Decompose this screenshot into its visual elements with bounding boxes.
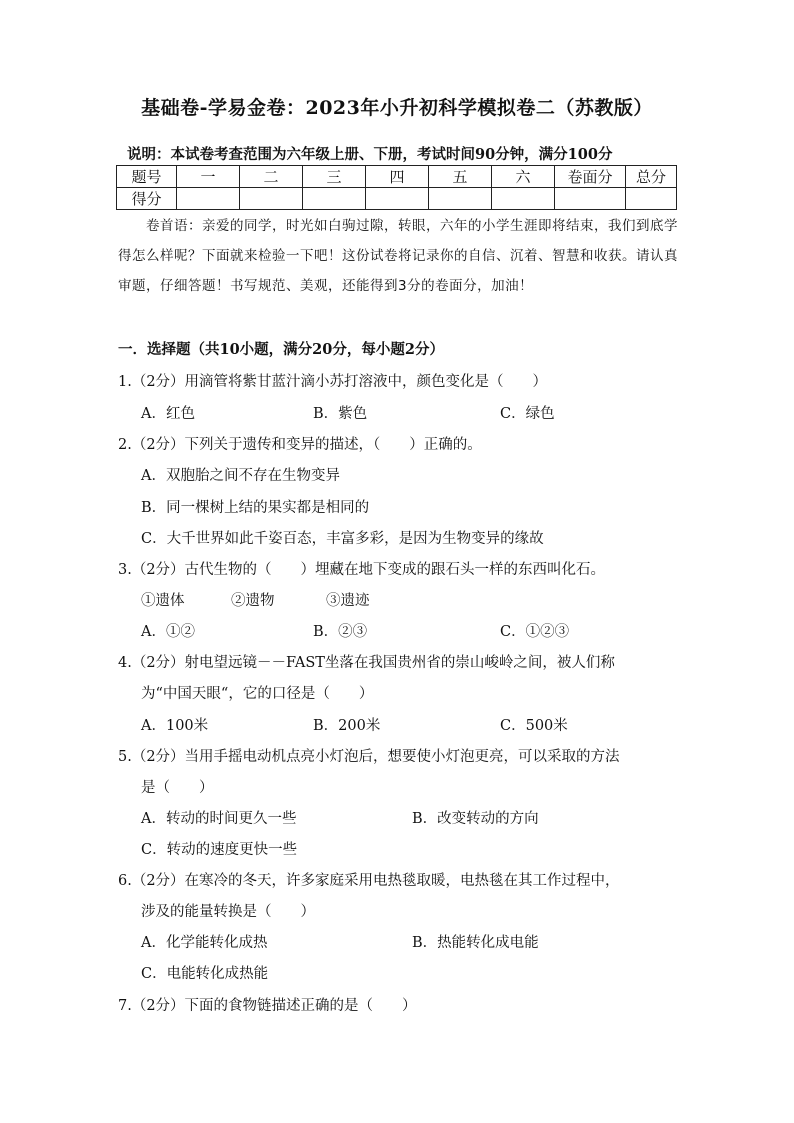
question-7-stem: 7.（2分）下面的食物链描述正确的是（ ）	[118, 998, 417, 1014]
score-table	[116, 165, 677, 210]
question-1-option-a: A．红色	[141, 406, 195, 422]
question-2-option-a: A．双胞胎之间不存在生物变异	[141, 468, 340, 484]
score-cell-part-2: 二	[240, 166, 303, 188]
score-cell-neatness: 卷面分	[555, 166, 626, 188]
question-5-option-a: A．转动的时间更久一些	[141, 811, 297, 827]
score-blank	[366, 188, 429, 210]
score-cell-part-6: 六	[492, 166, 555, 188]
score-cell-part-5: 五	[429, 166, 492, 188]
score-cell-part-3: 三	[303, 166, 366, 188]
score-cell-label: 题号	[117, 166, 177, 188]
question-4-option-b: B．200米	[313, 718, 381, 734]
question-4-stem-continued: 为“中国天眼“，它的口径是（ ）	[141, 686, 374, 702]
exam-preface: 卷首语：亲爱的同学，时光如白驹过隙，转眼，六年的小学生涯即将结束，我们到底学得怎么样呢？下面就来检验一下吧！这份试卷将记录你的自信、沉着、智慧和收获。请认真审题，仔细答题！书写规范、美观，还能得到3分的卷面分，加油！	[118, 218, 678, 294]
question-3-item-3: ③遗迹	[326, 593, 370, 609]
question-6-option-a: A．化学能转化成热	[141, 935, 268, 951]
score-blank	[177, 188, 240, 210]
score-blank	[555, 188, 626, 210]
question-5-option-b: B．改变转动的方向	[412, 811, 539, 827]
question-3-option-a: A．①②	[141, 624, 195, 640]
question-4-option-a: A．100米	[141, 718, 209, 734]
question-6-option-c: C．电能转化成热能	[141, 966, 269, 982]
score-blank	[429, 188, 492, 210]
question-5-stem: 5.（2分）当用手摇电动机点亮小灯泡后，想要使小灯泡更亮，可以采取的方法	[118, 749, 620, 765]
question-2-option-b: B．同一棵树上结的果实都是相同的	[141, 500, 370, 516]
question-2-stem: 2.（2分）下列关于遗传和变异的描述，（ ）正确的。	[118, 437, 482, 453]
question-5-option-c: C．转动的速度更快一些	[141, 842, 298, 858]
score-blank	[240, 188, 303, 210]
question-1-stem: 1.（2分）用滴管将紫甘蓝汁滴小苏打溶液中，颜色变化是（ ）	[118, 374, 548, 390]
score-table-score-row	[117, 188, 677, 210]
question-1-option-c: C．绿色	[500, 406, 555, 422]
question-6-stem-continued: 涉及的能量转换是（ ）	[141, 904, 315, 920]
question-3-item-1: ①遗体	[141, 593, 185, 609]
question-4-option-c: C．500米	[500, 718, 568, 734]
score-cell-total: 总分	[626, 166, 677, 188]
score-cell-part-4: 四	[366, 166, 429, 188]
score-blank	[303, 188, 366, 210]
score-row-label: 得分	[117, 188, 177, 210]
question-3-item-2: ②遗物	[231, 593, 275, 609]
question-5-stem-continued: 是（ ）	[141, 780, 214, 796]
exam-note: 说明：本试卷考查范围为六年级上册、下册，考试时间90分钟，满分100分	[127, 146, 613, 163]
question-2-option-c: C．大千世界如此千姿百态，丰富多彩，是因为生物变异的缘故	[141, 531, 544, 547]
score-table-header-row	[117, 166, 677, 188]
question-6-stem: 6.（2分）在寒冷的冬天，许多家庭采用电热毯取暖，电热毯在其工作过程中，	[118, 873, 620, 889]
question-6-option-b: B．热能转化成电能	[412, 935, 539, 951]
exam-title: 基础卷-学易金卷：2023年小升初科学模拟卷二（苏教版）	[141, 97, 653, 119]
question-3-option-c: C．①②③	[500, 624, 570, 640]
question-3-stem: 3.（2分）古代生物的（ ）埋藏在地下变成的跟石头一样的东西叫化石。	[118, 562, 606, 578]
question-4-stem: 4.（2分）射电望远镜－－FAST坐落在我国贵州省的崇山峻岭之间，被人们称	[118, 655, 615, 671]
question-3-option-b: B．②③	[313, 624, 368, 640]
score-blank	[626, 188, 677, 210]
score-blank	[492, 188, 555, 210]
section-heading: 一．选择题（共10小题，满分20分，每小题2分）	[118, 341, 444, 358]
score-cell-part-1: 一	[177, 166, 240, 188]
question-1-option-b: B．紫色	[313, 406, 368, 422]
